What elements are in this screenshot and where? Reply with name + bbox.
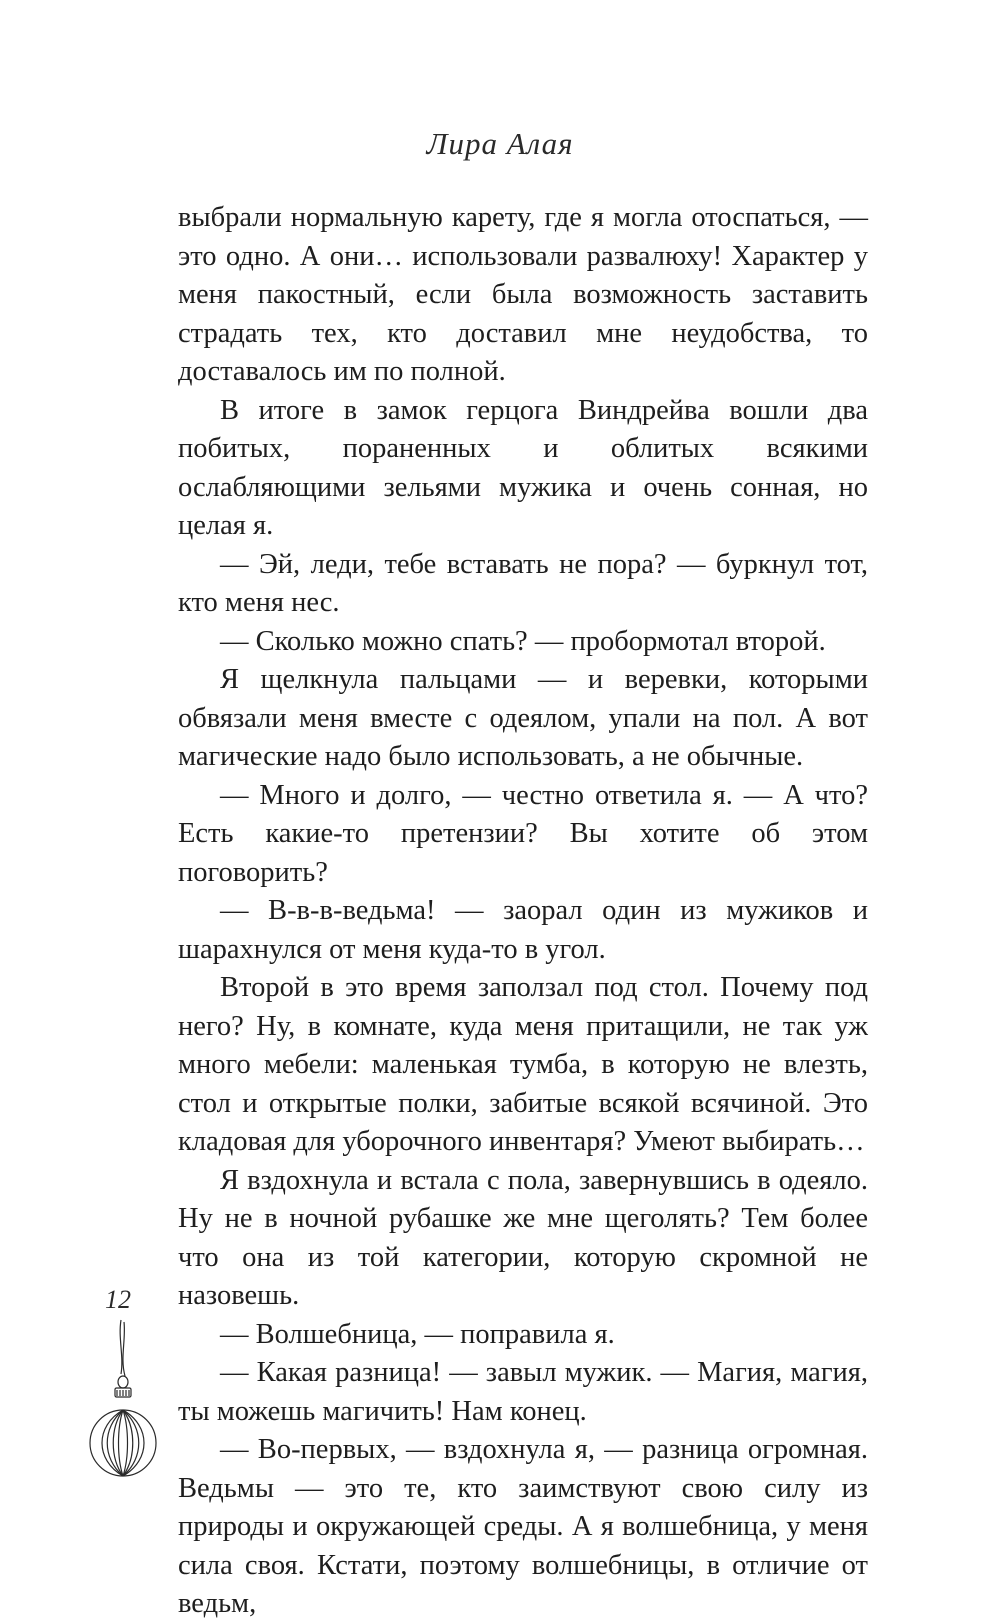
body-text [178,199,868,1624]
paragraph: Второй в это время заползал под стол. Почему под него? Ну, в комнате, куда меня притащили, не так уж много мебели: маленькая тумба, в которую не влезть, стол и открытые полки, забитые всякой всячиной. Это кладовая для уборочного инвентаря? Умеют выбирать… [178,972,868,1157]
paragraph: В итоге в замок герцога Виндрейва вошли два побитых, пораненных и облитых всякими ослабляющими зельями мужика и очень сонная, но целая я. [178,394,868,541]
christmas-bauble-icon [88,1318,158,1508]
paragraph: — Во-первых, — вздохнула я, — разница огромная. Ведьмы — это те, кто заимствуют свою силу из природы и окружающей среды. А я волшебница, у меня сила своя. Кстати, поэтому волшебницы, в отличие от ведьм, [178,1434,868,1619]
running-head-author: Лира Алая [426,126,574,161]
paragraph: выбрали нормальную карету, где я могла отоспаться, — это одно. А они… использовали развалюху! Характер у меня пакостный, если была возможность заставить страдать тех, кто доставил мне неудобства, то доставалось им по полной. [178,202,868,387]
paragraph: — Много и долго, — честно ответила я. — А что? Есть какие-то претензии? Вы хотите об этом поговорить? [178,779,868,888]
paragraph: — Волшебница, — поправила я. [220,1318,615,1350]
page-number: 12 [105,1285,131,1314]
paragraph: Я щелкнула пальцами — и веревки, которыми обвязали меня вместе с одеялом, упали на пол. А вот магические надо было использовать, а не обычные. [178,664,868,772]
paragraph: — В-в-в-ведьма! — заорал один из мужиков и шарахнулся от меня куда-то в угол. [178,895,868,965]
paragraph: — Какая разница! — завыл мужик. — Магия, магия, ты можешь магичить! Нам конец. [178,1357,868,1427]
paragraph: — Сколько можно спать? — пробормотал второй. [220,625,826,657]
paragraph: Я вздохнула и встала с пола, завернувшись в одеяло. Ну не в ночной рубашке же мне щеголять? Тем более что она из той категории, которую скромной не назовешь. [178,1164,868,1311]
paragraph: — Эй, леди, тебе вставать не пора? — буркнул тот, кто меня нес. [178,548,868,618]
